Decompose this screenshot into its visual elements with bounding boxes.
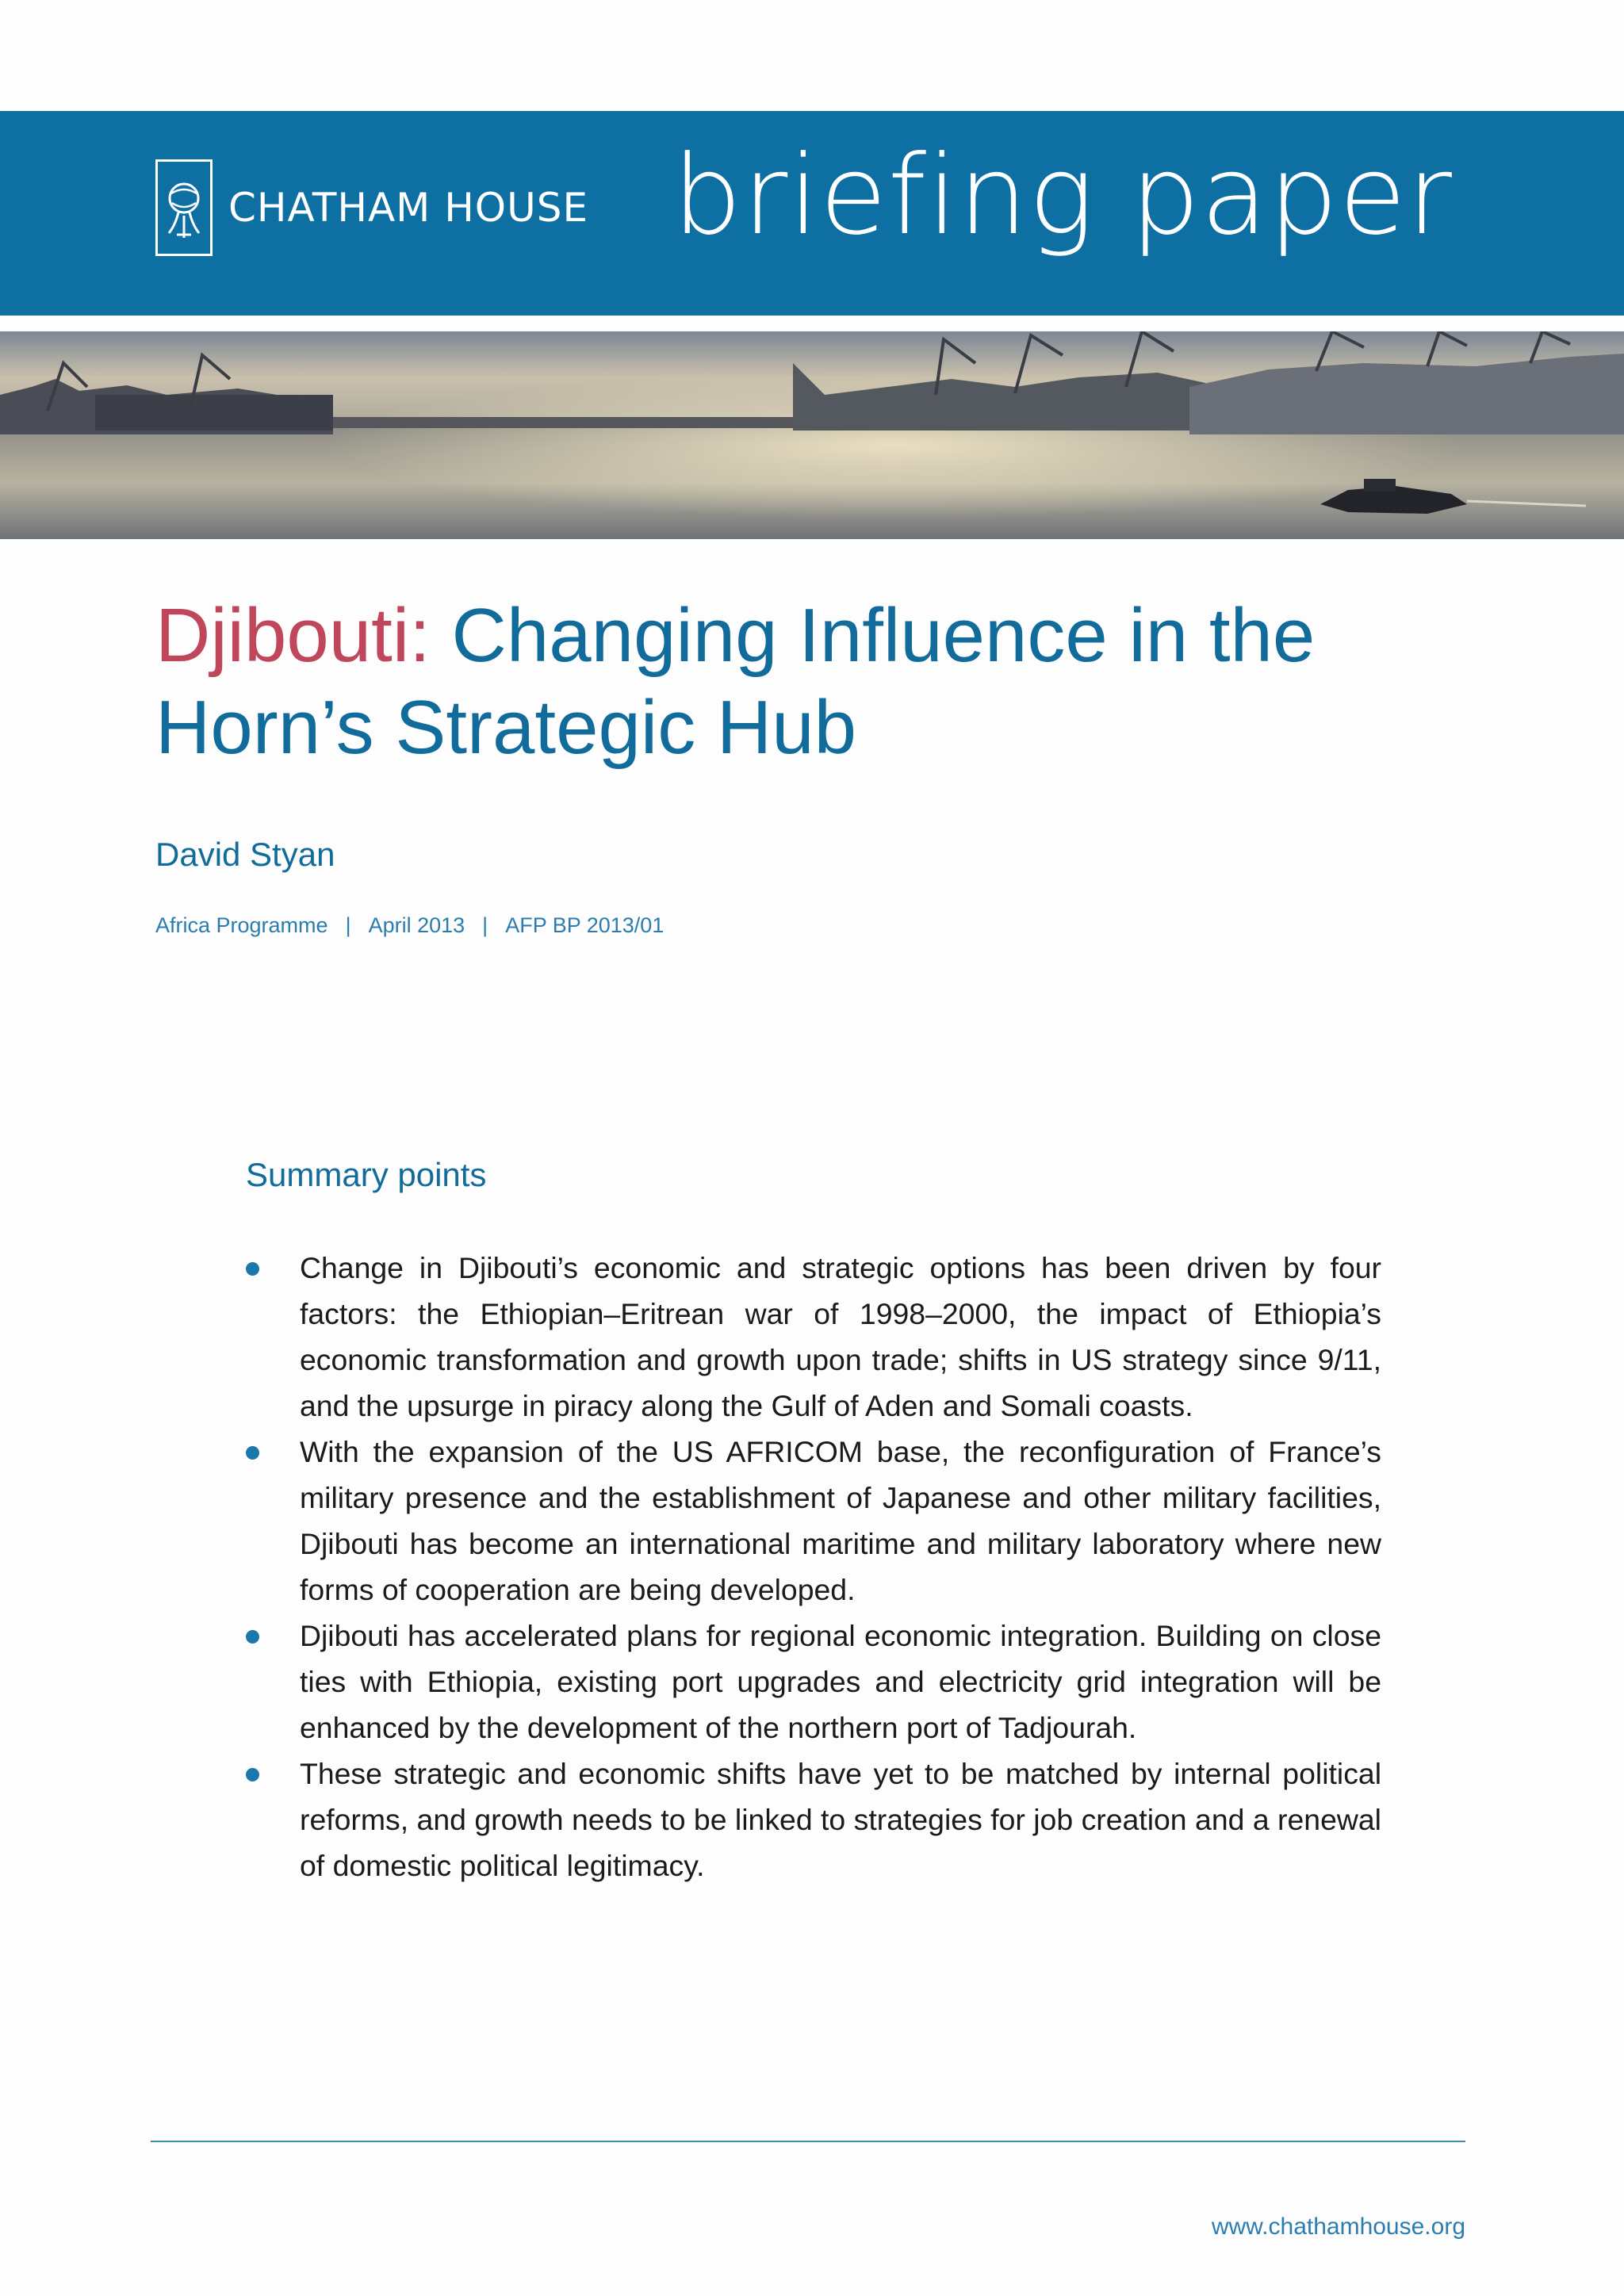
author-name: David Styan: [155, 836, 335, 873]
footer-divider: [151, 2141, 1465, 2142]
publication-type: briefing paper: [672, 132, 1453, 259]
meta-programme: Africa Programme: [155, 913, 328, 937]
title-rest: Changing Influence in the Horn’s Strategic Hub: [155, 593, 1316, 770]
website-link[interactable]: www.chathamhouse.org: [1211, 2214, 1465, 2240]
port-photo: [0, 331, 1624, 539]
publication-meta: [155, 913, 664, 938]
summary-points-list: [246, 1245, 1381, 1888]
summary-point: [246, 1245, 1381, 1429]
bullet-dot-icon: [246, 1768, 259, 1781]
meta-reference: AFP BP 2013/01: [505, 913, 665, 937]
summary-point: [246, 1613, 1381, 1751]
meta-separator: |: [482, 913, 488, 937]
title-accent: Djibouti:: [155, 593, 431, 678]
meta-date: April 2013: [368, 913, 465, 937]
summary-point: [246, 1429, 1381, 1613]
page-title: [155, 590, 1503, 774]
meta-separator: |: [345, 913, 351, 937]
header-band: [0, 111, 1624, 316]
summary-heading: Summary points: [246, 1156, 487, 1193]
chatham-house-logo[interactable]: [155, 157, 588, 258]
bullet-dot-icon: [246, 1262, 259, 1276]
bullet-dot-icon: [246, 1630, 259, 1644]
summary-point-text: Djibouti has accelerated plans for regional economic integration. Building on close ties with Ethiopia, existing port upgrades and electricity grid integration will be enhanced by the development of the northern port of Tadjourah.: [300, 1619, 1381, 1744]
logo-text: CHATHAM HOUSE: [228, 185, 589, 231]
summary-point-text: With the expansion of the US AFRICOM base, the reconfiguration of France’s military presence and the establishment of Japanese and other military facilities, Djibouti has become an international maritime and military laboratory where new forms of cooperation are being developed.: [300, 1435, 1381, 1606]
bullet-dot-icon: [246, 1446, 259, 1460]
globe-atlas-icon: [155, 159, 213, 256]
summary-point-text: These strategic and economic shifts have yet to be matched by internal political reforms, and growth needs to be linked to strategies for job creation and a renewal of domestic political legitimacy.: [300, 1757, 1381, 1882]
summary-point: [246, 1751, 1381, 1888]
summary-point-text: Change in Djibouti’s economic and strategic options has been driven by four factors: the Ethiopian–Eritrean war of 1998–2000, the impact of Ethiopia’s economic transformation and growth upon trade; shifts in US strategy since 9/11, and the upsurge in piracy along the Gulf of Aden and Somali coasts.: [300, 1251, 1381, 1422]
